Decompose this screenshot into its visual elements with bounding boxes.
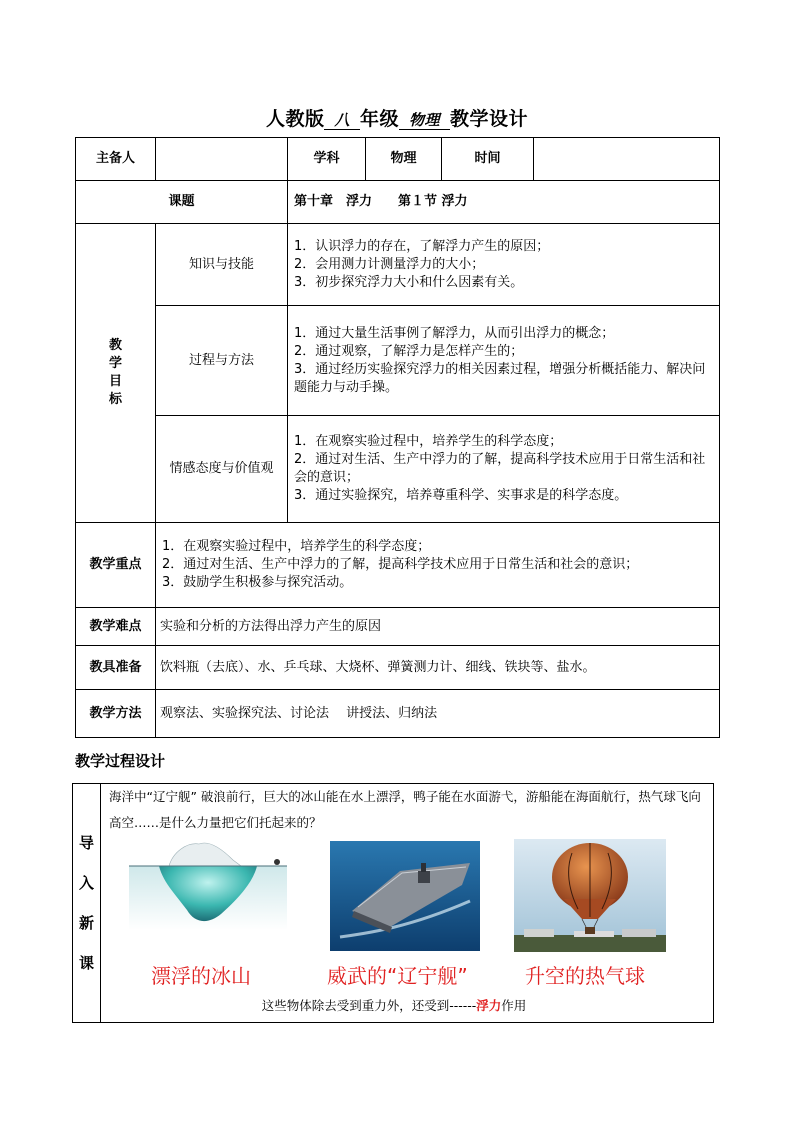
list-item: 2．通过对生活、生产中浮力的了解，提高科学技术应用于日常生活和社会的意识； [294,452,706,485]
objective-process-row [76,306,720,416]
caption-iceberg: 漂浮的冰山 [151,964,251,988]
objectives-char: 教 [108,338,122,353]
time-value [534,138,720,181]
intro-text: 海洋中“辽宁舰” 破浪前行，巨大的冰山能在水上漂浮，鸭子能在水面游弋，游船能在海面航行，热气球飞向高空……是什么力量把它们托起来的？ [109,789,701,830]
title-prefix: 人教版 [265,108,325,130]
side-char: 新 [78,914,94,932]
materials-row [76,646,720,690]
title-suffix: 教学设计 [450,108,529,130]
list-item: 1．在观察实验过程中，培养学生的科学态度； [162,539,431,554]
list-item: 2．通过对生活、生产中浮力的了解，提高科学技术应用于日常生活和社会的意识； [162,557,639,572]
key-points-row [76,523,720,608]
header-row [76,138,720,181]
list-item: 3．通过经历实验探究浮力的相关因素过程，增强分析概括能力、解决问题能力与动手操。 [294,361,706,395]
document-title [0,104,794,131]
intro-footer [73,996,715,1014]
footer-prefix: 这些物体除去受到重力外，还受到------ [261,998,477,1013]
title-grade: 八 [324,111,360,130]
side-char: 课 [78,954,94,972]
iceberg-image [129,838,287,930]
footer-suffix: 作用 [501,998,527,1013]
difficulty-value: 实验和分析的方法得出浮力产生的原因 [156,608,720,646]
difficulty-label: 教学难点 [76,608,156,646]
objectives-char: 目 [108,374,122,389]
difficulty-row [76,608,720,646]
objectives-label [76,224,156,523]
methods-row [76,690,720,738]
lesson-plan-table [75,137,720,738]
key-points-items [156,523,720,608]
title-grade-suffix: 年级 [359,108,399,130]
footer-highlight: 浮力 [476,998,502,1013]
list-item: 3．鼓励学生积极参与探究活动。 [162,575,353,590]
list-item: 1．在观察实验过程中，培养学生的科学态度； [294,434,563,449]
subject-value: 物理 [366,138,442,181]
list-item: 2．会用测力计测量浮力的大小； [294,256,485,272]
intro-side-label [73,784,101,1022]
emotion-label: 情感态度与价值观 [156,416,288,523]
list-item: 2．通过观察，了解浮力是怎样产生的； [294,343,524,359]
preparer-label: 主备人 [76,138,156,181]
aircraft-carrier-image [330,841,480,951]
list-item: 1．认识浮力的存在，了解浮力产生的原因； [294,238,550,254]
side-char: 入 [78,874,94,892]
emotion-items [288,416,720,523]
objectives-char: 学 [108,356,122,371]
objectives-char: 标 [108,392,122,407]
topic-row [76,181,720,224]
methods-label: 教学方法 [76,690,156,738]
list-item: 3．初步探究浮力大小和什么因素有关。 [294,274,524,290]
process-design-title: 教学过程设计 [75,752,166,770]
preparer-value [156,138,288,181]
subject-label: 学科 [288,138,366,181]
knowledge-items [288,224,720,306]
materials-value: 饮料瓶（去底）、水、乒乓球、大烧杯、弹簧测力计、细线、铁块等、盐水。 [156,646,720,690]
objective-knowledge-row [76,224,720,306]
list-item: 1．通过大量生活事例了解浮力，从而引出浮力的概念； [294,325,615,341]
title-subject: 物理 [399,111,450,130]
side-char: 导 [78,834,94,852]
list-item: 3．通过实验探究，培养尊重科学、实事求是的科学态度。 [294,488,628,503]
process-items [288,306,720,416]
caption-carrier: 威武的“辽宁舰” [327,964,468,988]
time-label: 时间 [442,138,534,181]
process-label: 过程与方法 [156,306,288,416]
objective-emotion-row [76,416,720,523]
intro-section [72,783,714,1023]
caption-balloon: 升空的热气球 [525,964,645,988]
topic-label: 课题 [76,181,288,224]
methods-value: 观察法、实验探究法、讨论法 讲授法、归纳法 [156,690,720,738]
hot-air-balloon-image [514,839,666,952]
knowledge-label: 知识与技能 [156,224,288,306]
key-points-label: 教学重点 [76,523,156,608]
topic-value: 第十章 浮力 第１节 浮力 [288,181,720,224]
materials-label: 教具准备 [76,646,156,690]
